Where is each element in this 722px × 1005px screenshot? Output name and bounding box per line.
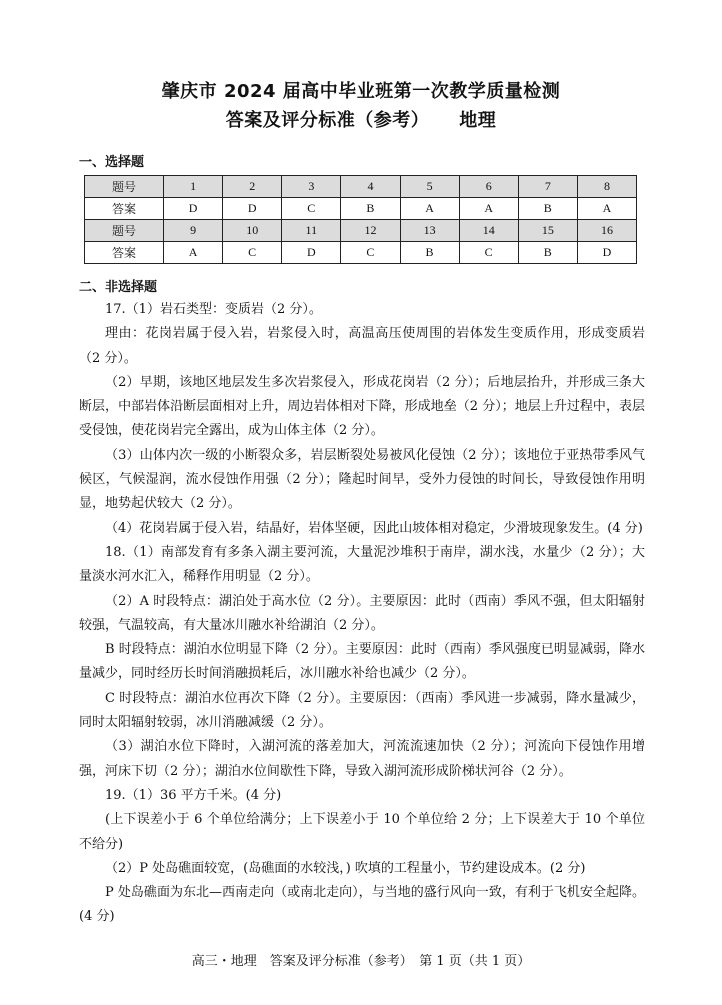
answer-table-row [85, 220, 637, 242]
table-cell: 14 [459, 220, 518, 242]
table-cell: 9 [164, 220, 223, 242]
table-cell: 7 [518, 176, 577, 198]
table-cell: C [459, 242, 518, 264]
table-cell: A [577, 198, 636, 220]
q17-part1-reason: 理由：花岗岩属于侵入岩，岩浆侵入时，高温高压使周围的岩体发生变质作用，形成变质岩（2 分）。 [79, 326, 645, 366]
table-cell: 8 [577, 176, 636, 198]
section-multiple-choice-heading: 一、选择题 [79, 155, 145, 170]
table-cell: D [164, 198, 223, 220]
table-cell: A [459, 198, 518, 220]
q17-part3: （3）山体内次一级的小断裂众多，岩层断裂处易被风化侵蚀（2 分）；该地位于亚热带季风气候区，气候湿润，流水侵蚀作用强（2 分）；隆起时间早，受外力侵蚀的时间长，导致侵蚀作用明显，地势起伏较大（2 分）。 [79, 447, 645, 512]
document-title: 肇庆市 2024 届高中毕业班第一次教学质量检测 [161, 81, 561, 102]
table-cell: B [518, 198, 577, 220]
table-cell: A [400, 198, 459, 220]
table-cell: D [282, 242, 341, 264]
row-label: 题号 [85, 220, 164, 242]
row-label: 答案 [85, 198, 164, 220]
row-label: 答案 [85, 242, 164, 264]
table-cell: A [164, 242, 223, 264]
table-cell: D [577, 242, 636, 264]
q18-part2-b: B 时段特点：湖泊水位明显下降（2 分）。主要原因：此时（西南）季风强度已明显减弱，降水量减少，同时经历长时间消融损耗后，冰川融水补给也减少（2 分）。 [79, 642, 645, 682]
table-cell: 4 [341, 176, 400, 198]
table-cell: 11 [282, 220, 341, 242]
answer-table-row [85, 242, 637, 264]
table-cell: B [518, 242, 577, 264]
subtitle-main: 答案及评分标准（参考） [225, 110, 430, 131]
q17-part1: 17.（1）岩石类型：变质岩（2 分）。 [105, 302, 322, 317]
page-footer: 高三・地理 答案及评分标准（参考） 第 1 页（共 1 页） [191, 954, 531, 969]
table-cell: 1 [164, 176, 223, 198]
table-cell: B [400, 242, 459, 264]
answer-body [79, 298, 645, 930]
table-cell: 5 [400, 176, 459, 198]
table-cell: 2 [223, 176, 282, 198]
q19-part2-reason: P 处岛礁面为东北—西南走向（或南北走向），与当地的盛行风向一致，有利于飞机安全起降。(4 分) [79, 885, 645, 925]
q17-part2: （2）早期，该地区地层发生多次岩浆侵入，形成花岗岩（2 分）；后地层抬升，并形成三条大断层，中部岩体沿断层面相对上升，周边岩体相对下降，形成地垒（2 分）；地层上升过程中，表层受侵蚀，使花岗岩完全露出，成为山体主体（2 分）。 [79, 374, 645, 439]
table-cell: 13 [400, 220, 459, 242]
q18-part2-c: C 时段特点：湖泊水位再次下降（2 分）。主要原因：（西南）季风进一步减弱，降水量减少，同时太阳辐射较弱，冰川消融减缓（2 分）。 [79, 690, 645, 731]
row-label: 题号 [85, 176, 164, 198]
q19-part1-note: (上下误差小于 6 个单位给满分；上下误差小于 10 个单位给 2 分；上下误差大于 10 个单位不给分) [79, 812, 645, 852]
subject-name: 地理 [459, 110, 497, 131]
document-subtitle [0, 106, 722, 132]
table-cell: 10 [223, 220, 282, 242]
answer-table [84, 175, 637, 264]
q19-part2: （2）P 处岛礁面较宽，(岛礁面的水较浅，) 吹填的工程量小，节约建设成本。(2 分) [105, 860, 586, 876]
q18-part1: 18.（1）南部发育有多条入湖主要河流，大量泥沙堆积于南岸，湖水浅，水量少（2 分）；大量淡水河水汇入，稀释作用明显（2 分）。 [79, 544, 645, 585]
answer-table-row [85, 198, 637, 220]
table-cell: 6 [459, 176, 518, 198]
table-cell: D [223, 198, 282, 220]
table-cell: C [282, 198, 341, 220]
table-cell: B [341, 198, 400, 220]
table-cell: 12 [341, 220, 400, 242]
q17-part4: （4）花岗岩属于侵入岩，结晶好，岩体坚硬，因此山坡体相对稳定，少滑坡现象发生。(4 分) [105, 520, 643, 536]
table-cell: 3 [282, 176, 341, 198]
table-cell: 16 [577, 220, 636, 242]
table-cell: C [223, 242, 282, 264]
q18-part2-a: （2）A 时段特点：湖泊处于高水位（2 分）。主要原因：此时（西南）季风不强，但太阳辐射较强，气温较高，有大量冰川融水补给湖泊（2 分）。 [79, 593, 645, 633]
q18-part3: （3）湖泊水位下降时，入湖河流的落差加大，河流流速加快（2 分）；河流向下侵蚀作用增强，河床下切（2 分）；湖泊水位间歇性下降，导致入湖河流形成阶梯状河谷（2 分）。 [79, 739, 645, 779]
table-cell: C [341, 242, 400, 264]
table-cell: 15 [518, 220, 577, 242]
q19-part1: 19.（1）36 平方千米。(4 分) [105, 787, 282, 803]
answer-table-row [85, 176, 637, 198]
section-non-choice-heading: 二、非选择题 [79, 280, 158, 295]
